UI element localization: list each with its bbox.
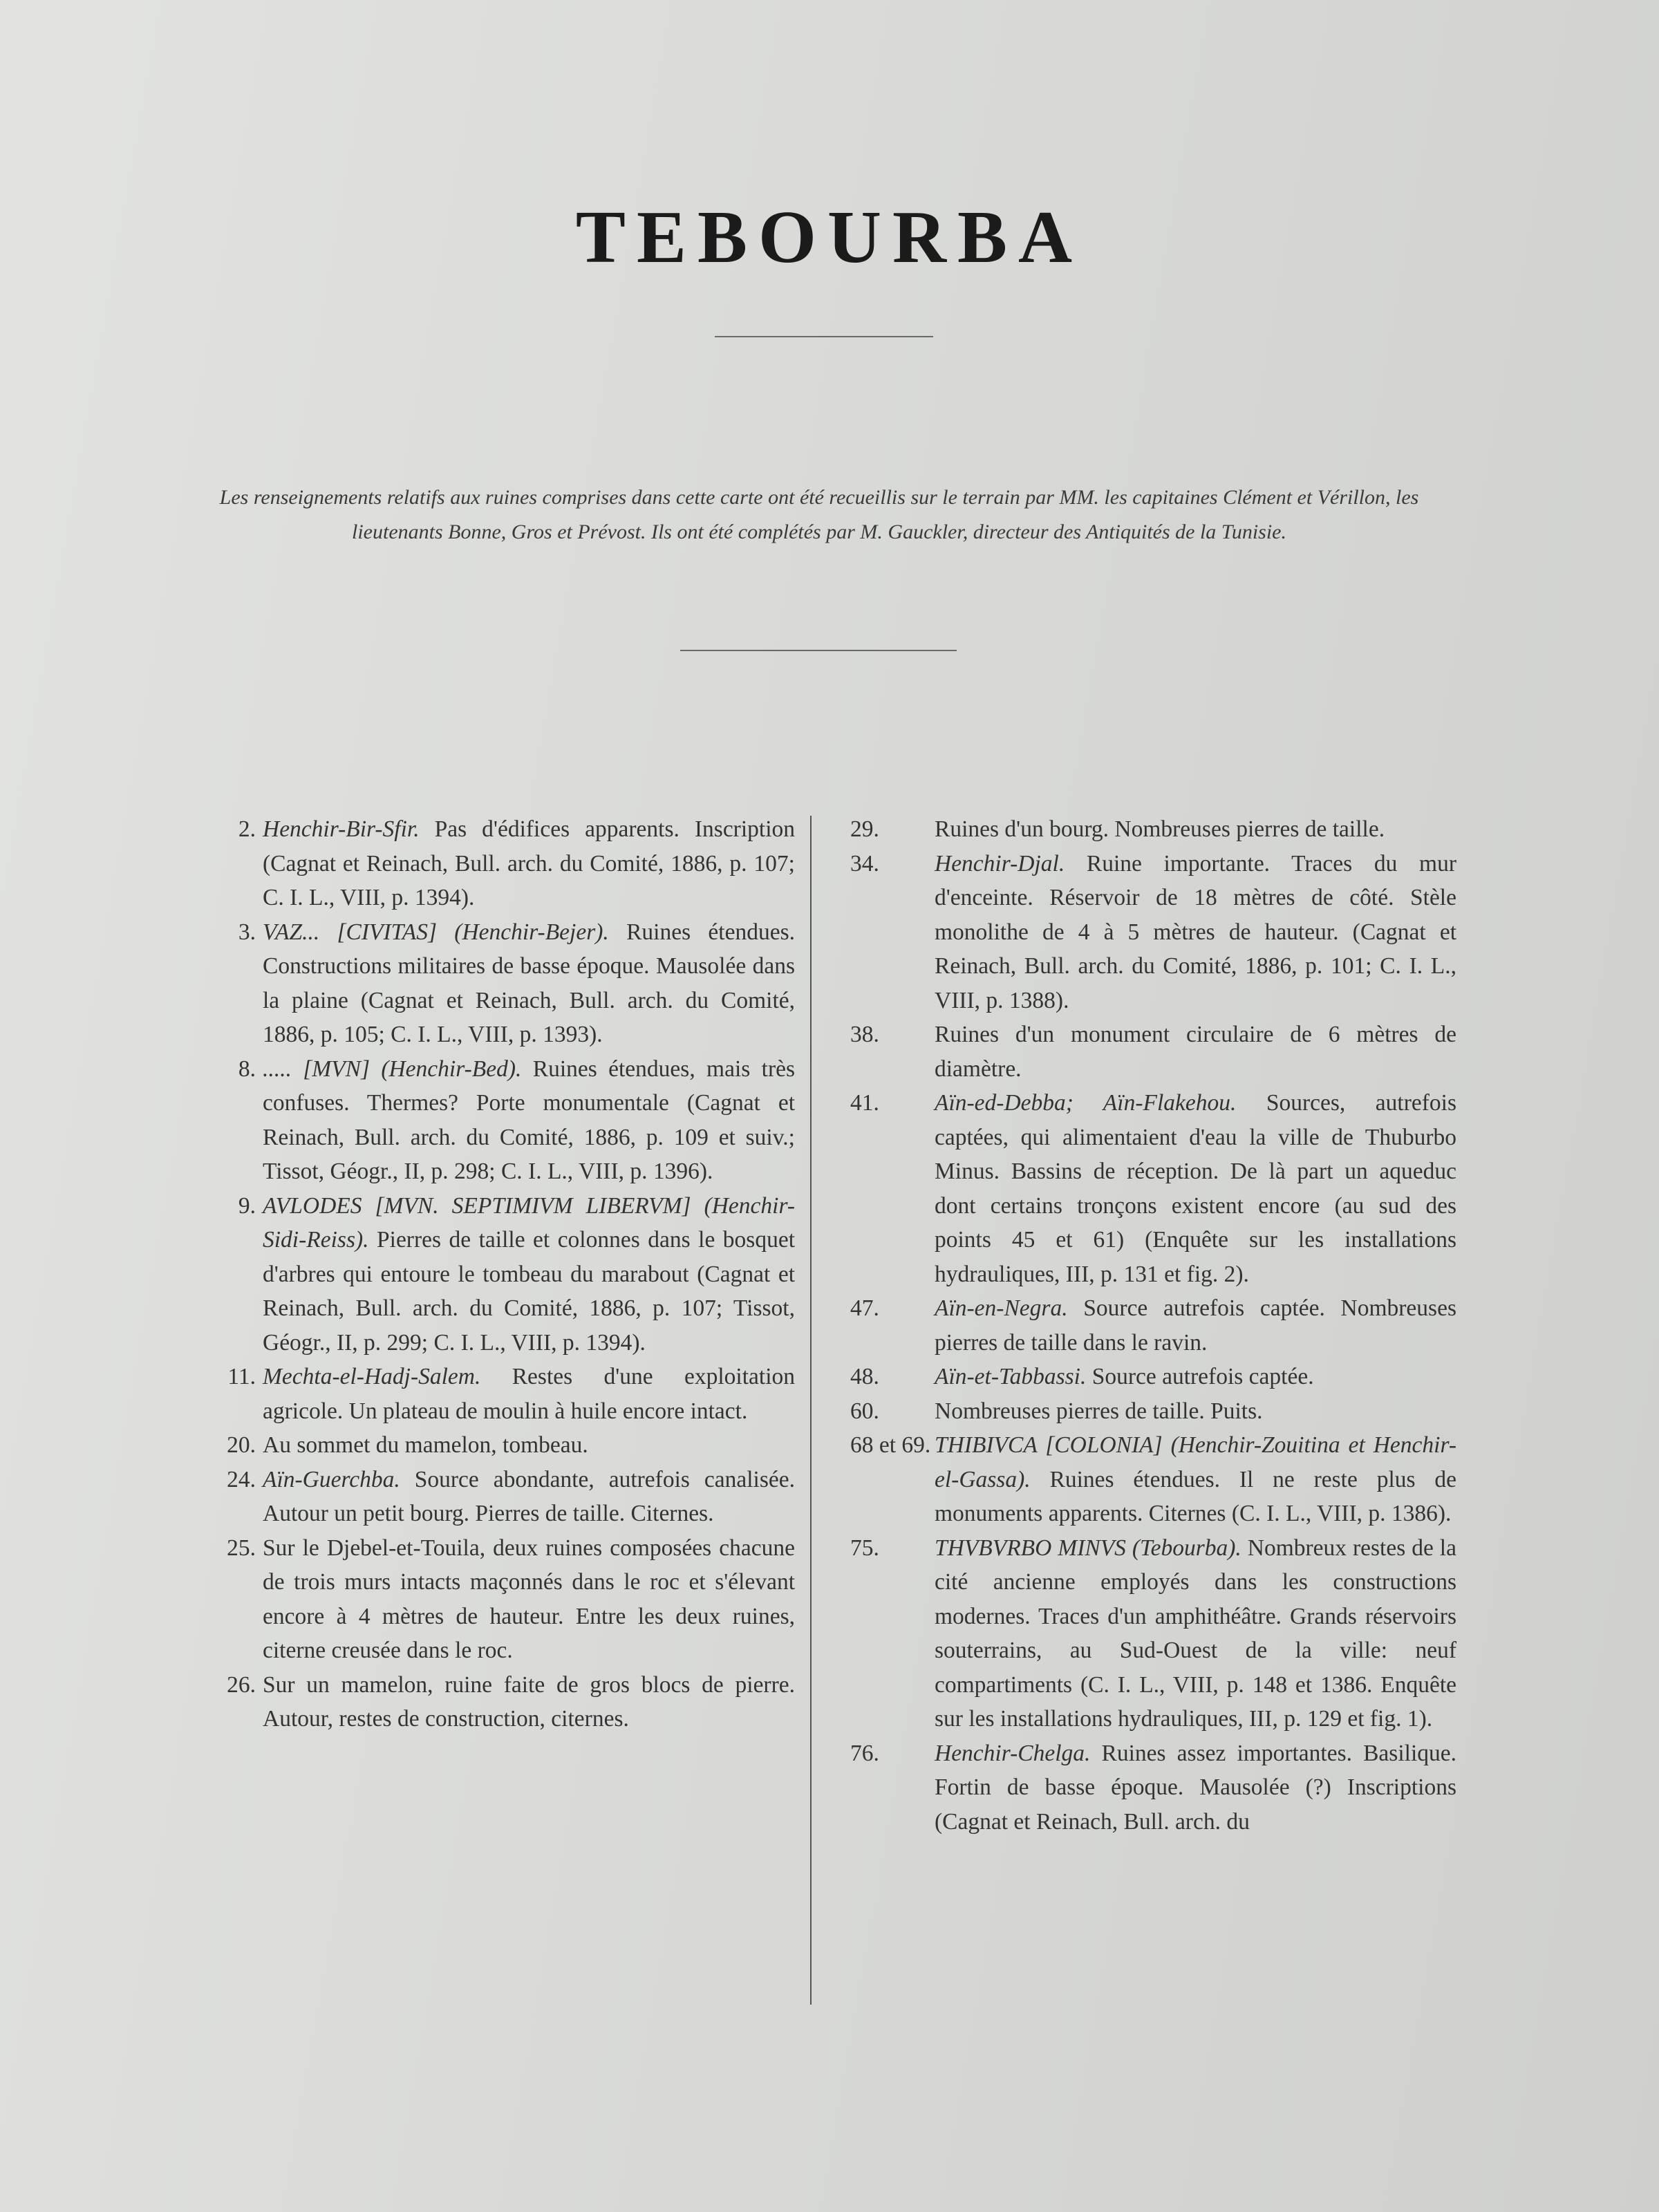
gazetteer-entry (852, 1291, 1456, 1360)
entry-number: 75. (850, 1535, 879, 1561)
gazetteer-entry (183, 1531, 795, 1668)
entry-number: 3. (238, 919, 256, 945)
gazetteer-entry (183, 1052, 795, 1189)
entry-site-name: Henchir-Bir-Sfir. (263, 816, 420, 842)
entry-number: 24. (227, 1466, 256, 1492)
entry-number: 60. (850, 1398, 879, 1424)
gazetteer-entry (852, 812, 1456, 847)
column-divider (810, 816, 812, 2005)
gazetteer-entry (183, 1428, 795, 1463)
gazetteer-entry (852, 1736, 1456, 1839)
gazetteer-entry (852, 1428, 1456, 1531)
entry-site-name: Aïn-Guerchba. (263, 1466, 400, 1492)
gazetteer-entry (183, 1360, 795, 1428)
entry-description: Ruines étendues. Constructions militaires de basse époque. Mausolée dans la plaine (Cagnat et Reinach, Bull. arch. du Comité, 1886, p. 105; C. I. L., VIII, p. 1393). (263, 919, 795, 1047)
gazetteer-entry (183, 1463, 795, 1531)
gazetteer-entry (852, 1086, 1456, 1291)
entry-description: Sur le Djebel-et-Touila, deux ruines composées chacune de trois murs intacts maçonnés dans le roc et s'élevant encore à 4 mètres de hauteur. Entre les deux ruines, citerne creusée dans le roc. (263, 1535, 795, 1663)
entry-description: Ruines assez importantes. Basilique. Fortin de basse époque. Mausolée (?) Inscriptions (Cagnat et Reinach, Bull. arch. du (935, 1740, 1456, 1835)
gazetteer-entry (852, 1018, 1456, 1086)
entry-site-name: THVBVRBO MINVS (Tebourba). (935, 1535, 1241, 1561)
entry-site-name: Aïn-et-Tabbassi. (935, 1364, 1087, 1389)
gazetteer-entry (183, 812, 795, 915)
entry-description: Au sommet du mamelon, tombeau. (263, 1432, 588, 1458)
entry-site-name: VAZ... [CIVITAS] (Henchir-Bejer). (263, 919, 609, 945)
entry-description: Source autrefois captée. Nombreuses pierres de taille dans le ravin. (935, 1295, 1456, 1356)
entry-number: 20. (227, 1432, 256, 1458)
gazetteer-entry (183, 1668, 795, 1736)
title-rule (715, 336, 933, 337)
entry-site-name: Henchir-Djal. (935, 850, 1065, 877)
entry-description: Pierres de taille et colonnes dans le bosquet d'arbres qui entoure le tombeau du marabout (Cagnat et Reinach, Bull. arch. du Comité, 1886, p. 107; Tissot, Géogr., II, p. 299; C. I. L., VIII, p. 1394). (263, 1227, 796, 1356)
right-column (852, 812, 1456, 1839)
entry-description: Restes d'une exploitation agricole. Un plateau de moulin à huile encore intact. (263, 1364, 795, 1424)
entry-description: Source autrefois captée. (1091, 1364, 1314, 1389)
entry-site-name: Aïn-ed-Debba; Aïn-Flakehou. (935, 1090, 1237, 1116)
entry-number: 38. (850, 1022, 879, 1047)
gazetteer-entry (183, 1189, 795, 1360)
entry-description: Source abondante, autrefois canalisée. Autour un petit bourg. Pierres de taille. Citernes. (263, 1466, 796, 1526)
entry-description: Ruines d'un bourg. Nombreuses pierres de taille. (935, 816, 1385, 842)
gazetteer-entry (852, 1531, 1456, 1736)
entry-description: Pas d'édifices apparents. Inscription (Cagnat et Reinach, Bull. arch. du Comité, 1886, p. 107; C. I. L., VIII, p. 1394). (263, 816, 796, 910)
entry-description: Ruines étendues. Il ne reste plus de monuments apparents. Citernes (C. I. L., VIII, p. 1386). (935, 1466, 1457, 1526)
entry-number: 76. (850, 1740, 879, 1766)
entry-number: 34. (850, 850, 879, 877)
intro-paragraph: Les renseignements relatifs aux ruines comprises dans cette carte ont été recueillis sur le terrain par MM. les capitaines Clément et Vérillon, les lieutenants Bonne, Gros et Prévost. Ils ont été complétés par M. Gauckler, directeur des Antiquités de la Tunisie. (219, 486, 1419, 543)
entry-number: 8. (238, 1056, 256, 1082)
entry-description: Ruines d'un monument circulaire de 6 mètres de diamètre. (935, 1022, 1456, 1082)
entry-site-name: THIBIVCA [COLONIA] (Henchir-Zouitina et Henchir-el-Gassa). (935, 1432, 1456, 1492)
entry-number: 25. (227, 1535, 256, 1561)
entry-number: 41. (850, 1090, 879, 1116)
page-title: TEBOURBA (575, 196, 1084, 279)
gazetteer-entry (183, 915, 795, 1052)
entry-number: 2. (238, 816, 256, 842)
entry-site-name: AVLODES [MVN. SEPTIMIVM LIBERVM] (Henchir-Sidi-Reiss). (263, 1192, 795, 1253)
entry-number: 9. (238, 1192, 256, 1219)
entry-description: Ruines étendues, mais très confuses. Thermes? Porte monumentale (Cagnat et Reinach, Bull. arch. du Comité, 1886, p. 109 et suiv.; Tissot, Géogr., II, p. 298; C. I. L., VIII, p. 1396). (263, 1056, 795, 1184)
entry-description: Ruine importante. Traces du mur d'enceinte. Réservoir de 18 mètres de côté. Stèle monolithe de 4 à 5 mètres de hauteur. (Cagnat et Reinach, Bull. arch. du Comité, 1886, p. 101; C. I. L., VIII, p. 1388). (935, 850, 1456, 1013)
entry-number: 29. (850, 816, 879, 842)
gazetteer-entry (852, 1394, 1456, 1429)
entry-description: Nombreux restes de la cité ancienne employés dans les constructions modernes. Traces d'un amphithéâtre. Grands réservoirs souterrains, au Sud-Ouest de la ville: neuf compartiments (C. I. L., VIII, p. 148 et 1386. Enquête sur les installations hydrauliques, III, p. 129 et fig. 1). (935, 1535, 1456, 1732)
entry-site-name: Aïn-en-Negra. (935, 1295, 1068, 1321)
entry-description: Sources, autrefois captées, qui alimentaient d'eau la ville de Thuburbo Minus. Bassins de réception. De là part un aqueduc dont certains tronçons existent encore (au sud des points 45 et 61) (Enquête sur les installations hydrauliques, III, p. 131 et fig. 2). (935, 1090, 1457, 1287)
entry-site-name: Mechta-el-Hadj-Salem. (263, 1364, 481, 1389)
left-column (183, 812, 795, 1736)
entry-number: 26. (227, 1671, 256, 1698)
entry-number: 47. (850, 1295, 879, 1321)
intro-rule (680, 650, 957, 651)
entry-site-name: Henchir-Chelga. (935, 1740, 1091, 1766)
gazetteer-entry (852, 1360, 1456, 1394)
entry-number: 48. (850, 1364, 879, 1389)
entry-description: Sur un mamelon, ruine faite de gros blocs de pierre. Autour, restes de construction, citernes. (263, 1671, 795, 1732)
entry-site-name: ..... [MVN] (Henchir-Bed). (263, 1056, 522, 1082)
gazetteer-entry (852, 847, 1456, 1018)
entry-number: 11. (227, 1364, 256, 1389)
entry-number: 68 et 69. (850, 1432, 931, 1458)
entry-description: Nombreuses pierres de taille. Puits. (935, 1398, 1263, 1424)
